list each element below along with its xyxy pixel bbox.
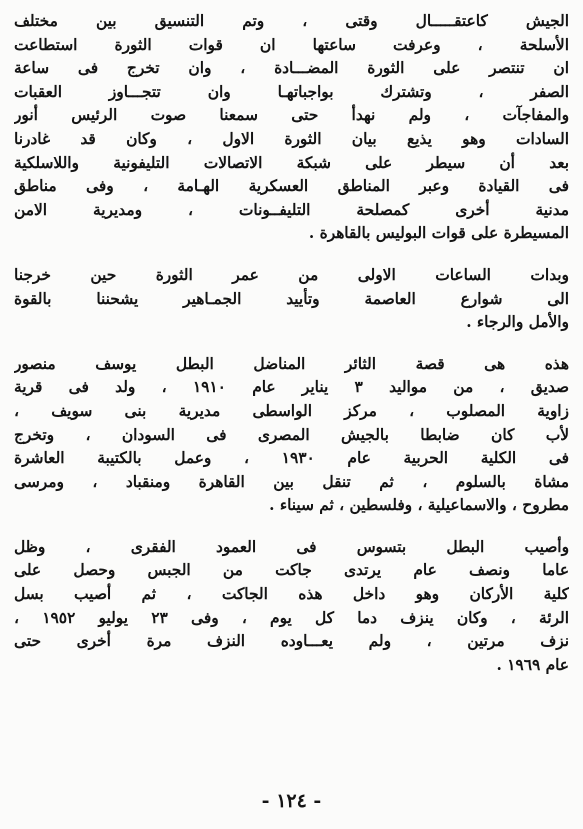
paragraph-1 [14, 10, 569, 246]
text-line: فى القيادة وعبر المناطق العسكرية الهـامة ، وفى مناطق [14, 177, 569, 196]
paragraph-3 [14, 353, 569, 518]
text-line: صديق ، من مواليد ٣ يناير عام ١٩١٠ ، ولد فى قرية [14, 378, 569, 397]
text-line: والمفاجآت ، ولم نهدأ حتى سمعنا صوت الرئيس أنور [14, 106, 569, 125]
text-line: فى الكلية الحربية عام ١٩٣٠ ، وعمل بالكتيبة العاشرة [14, 449, 569, 468]
text-line: الجيش كاعتقـــــال وقتى ، وتم التنسيق بين مختلف [14, 12, 569, 30]
text-line: لأب كان ضابطا بالجيش المصرى فى السودان ، وتخرج [14, 425, 569, 444]
text-line: هذه هى قصة الثائر المناضل البطل يوسف منصور [14, 354, 569, 373]
text-line: مشاة بالسلوم ، ثم تنقل بين القاهرة ومنقباد ، ومرسى [14, 472, 569, 491]
text-line: مدنية أخرى كمصلحة التليفــونات ، ومديرية الامن [14, 200, 569, 219]
text-line: كلية الأركان وهو داخل هذه الجاكت ، ثم أصيب بسل [14, 585, 569, 604]
paragraph-4 [14, 536, 569, 678]
text-line: ان تنتصر على الثورة المضـــادة ، وان تخرج فى ساعة [14, 59, 569, 78]
text-line: مطروح ، والاسماعيلية ، وفلسطين ، ثم سيناء . [269, 496, 569, 515]
text-line: الصفر ، وتشترك بواجباتهـا وان تتجـــاوز العقبات [14, 82, 569, 101]
text-line: بعد أن سيطر على شبكة الاتصالات التليفونية واللاسلكية [14, 153, 569, 172]
text-line: وأصيب البطل بتسوس فى العمود الفقرى ، وظل [14, 537, 569, 556]
text-line: الأسلحة ، وعرفت ساعتها ان قوات الثورة استطاعت [14, 35, 569, 54]
paragraph-2 [14, 264, 569, 335]
page-number: - ١٢٤ - [261, 790, 322, 812]
text-line: الرئة ، وكان ينزف دما كل يوم ، وفى ٢٣ يوليو ١٩٥٢ ، [14, 608, 569, 627]
text-line: الى شوارع العاصمة وتأييد الجمـاهير يشحننا بالقوة [14, 289, 569, 308]
text-line: وبدات الساعات الاولى من عمر الثورة حين خرجنا [14, 265, 569, 284]
text-line: نزف مرتين ، ولم يعـــاوده النزف مرة أخرى حتى [14, 632, 569, 651]
text-line: المسيطرة على قوات البوليس بالقاهرة . [308, 224, 569, 243]
text-line: والأمل والرجاء . [466, 313, 569, 332]
text-line: السادات وهو يذيع بيان الثورة الاول ، وكان قد غادرنا [14, 129, 569, 148]
text-line: عام ١٩٦٩ . [496, 655, 569, 674]
text-line: زاوية المصلوب ، مركز الواسطى مديرية بنى سويف ، [14, 401, 569, 420]
text-line: عاما ونصف عام يرتدى جاكت من الجبس وحصل على [14, 561, 569, 580]
